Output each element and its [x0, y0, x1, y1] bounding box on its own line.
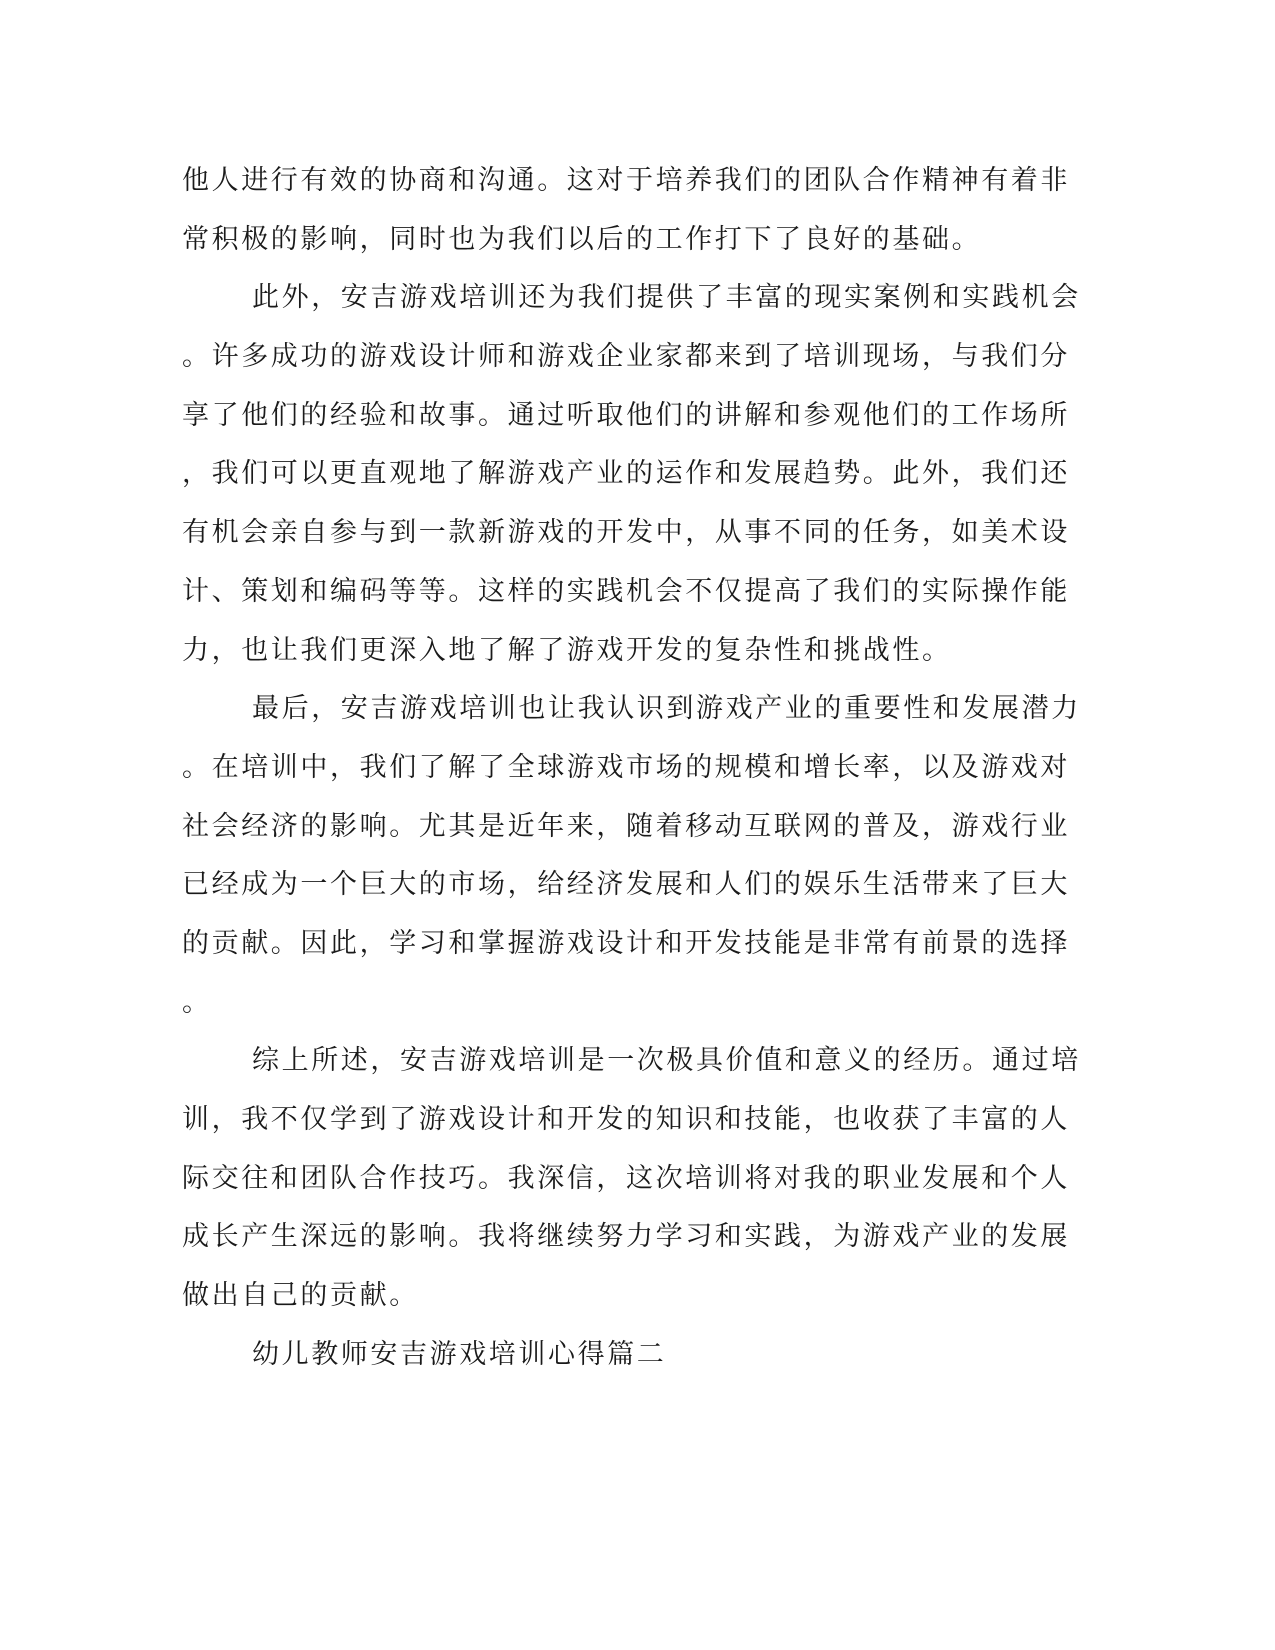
paragraph-start-line: 此外，安吉游戏培训还为我们提供了丰富的现实案例和实践机会 [252, 282, 1081, 314]
paragraph-start-line: 综上所述，安吉游戏培训是一次极具价值和意义的经历。通过培 [252, 1045, 1081, 1077]
text-line: 际交往和团队合作技巧。我深信，这次培训将对我的职业发展和个人 [182, 1162, 1070, 1194]
body-text [182, 152, 1081, 1384]
text-line: 。 [182, 986, 212, 1018]
text-line: 已经成为一个巨大的市场，给经济发展和人们的娱乐生活带来了巨大 [182, 869, 1070, 901]
text-line: ，我们可以更直观地了解游戏产业的运作和发展趋势。此外，我们还 [182, 458, 1070, 490]
text-line: 他人进行有效的协商和沟通。这对于培养我们的团队合作精神有着非 [182, 165, 1070, 196]
text-line: 的贡献。因此，学习和掌握游戏设计和开发技能是非常有前景的选择 [182, 927, 1070, 959]
text-line: 社会经济的影响。尤其是近年来，随着移动互联网的普及，游戏行业 [182, 810, 1070, 842]
text-line: 。许多成功的游戏设计师和游戏企业家都来到了培训现场，与我们分 [182, 341, 1070, 373]
text-line: 做出自己的贡献。 [182, 1280, 419, 1312]
section-heading: 幼儿教师安吉游戏培训心得篇二 [252, 1338, 667, 1370]
text-line: 成长产生深远的影响。我将继续努力学习和实践，为游戏产业的发展 [182, 1221, 1070, 1253]
text-line: 计、策划和编码等等。这样的实践机会不仅提高了我们的实际操作能 [182, 575, 1070, 607]
paragraph-start-line: 最后，安吉游戏培训也让我认识到游戏产业的重要性和发展潜力 [252, 693, 1081, 725]
text-line: 常积极的影响，同时也为我们以后的工作打下了良好的基础。 [182, 223, 982, 255]
text-line: 。在培训中，我们了解了全球游戏市场的规模和增长率，以及游戏对 [182, 751, 1070, 783]
text-line: 训，我不仅学到了游戏设计和开发的知识和技能，也收获了丰富的人 [182, 1104, 1070, 1135]
text-line: 力，也让我们更深入地了解了游戏开发的复杂性和挑战性。 [182, 634, 952, 666]
text-line: 有机会亲自参与到一款新游戏的开发中，从事不同的任务，如美术设 [182, 517, 1070, 549]
text-line: 享了他们的经验和故事。通过听取他们的讲解和参观他们的工作场所 [182, 399, 1070, 431]
